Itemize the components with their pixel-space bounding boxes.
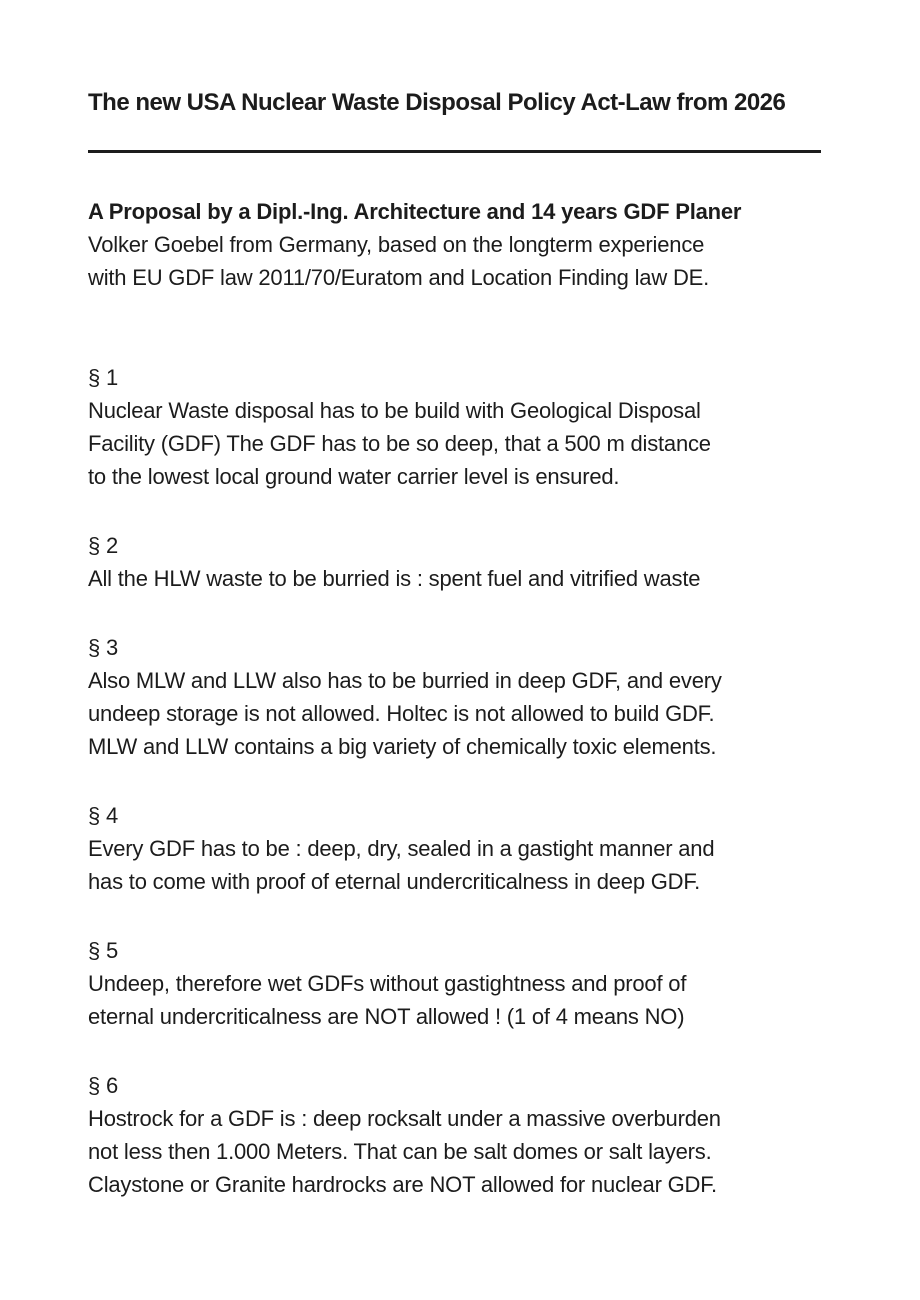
proposal-heading: A Proposal by a Dipl.-Ing. Architecture and 14 years GDF Planer [88,199,742,224]
law-section-1 [88,361,833,493]
title-divider-line [88,150,821,153]
section-text-line: Facility (GDF) The GDF has to be so deep, that a 500 m distance [88,431,711,456]
section-number: § 2 [88,533,118,558]
law-section-4 [88,799,833,898]
section-text-line: Undeep, therefore wet GDFs without gastightness and proof of [88,971,687,996]
section-text-line: All the HLW waste to be burried is : spent fuel and vitrified waste [88,566,701,591]
document-title: The new USA Nuclear Waste Disposal Policy Act-Law from 2026 [88,89,786,116]
section-number: § 3 [88,635,118,660]
section-text-line: has to come with proof of eternal undercriticalness in deep GDF. [88,869,701,894]
proposal-intro [88,195,833,294]
section-number: § 1 [88,365,118,390]
section-text-line: eternal undercriticalness are NOT allowed ! (1 of 4 means NO) [88,1004,685,1029]
law-sections [88,361,833,1201]
section-text-line: Hostrock for a GDF is : deep rocksalt under a massive overburden [88,1106,721,1131]
section-text-line: Every GDF has to be : deep, dry, sealed in a gastight manner and [88,836,715,861]
section-text-line: to the lowest local ground water carrier level is ensured. [88,464,620,489]
section-text-line: not less then 1.000 Meters. That can be salt domes or salt layers. [88,1139,712,1164]
section-text-line: undeep storage is not allowed. Holtec is not allowed to build GDF. [88,701,715,726]
law-section-6 [88,1069,833,1201]
law-section-5 [88,934,833,1033]
section-text-line: Nuclear Waste disposal has to be build with Geological Disposal [88,398,701,423]
law-section-3 [88,631,833,763]
law-section-2 [88,529,833,595]
section-text-line: Claystone or Granite hardrocks are NOT allowed for nuclear GDF. [88,1172,717,1197]
section-text-line: Also MLW and LLW also has to be burried in deep GDF, and every [88,668,722,693]
section-number: § 6 [88,1073,118,1098]
document-content [88,88,833,1201]
section-number: § 4 [88,803,118,828]
proposal-author-line: Volker Goebel from Germany, based on the longterm experience [88,232,705,257]
section-text-line: MLW and LLW contains a big variety of chemically toxic elements. [88,734,717,759]
section-number: § 5 [88,938,118,963]
proposal-law-reference-line: with EU GDF law 2011/70/Euratom and Location Finding law DE. [88,265,710,290]
